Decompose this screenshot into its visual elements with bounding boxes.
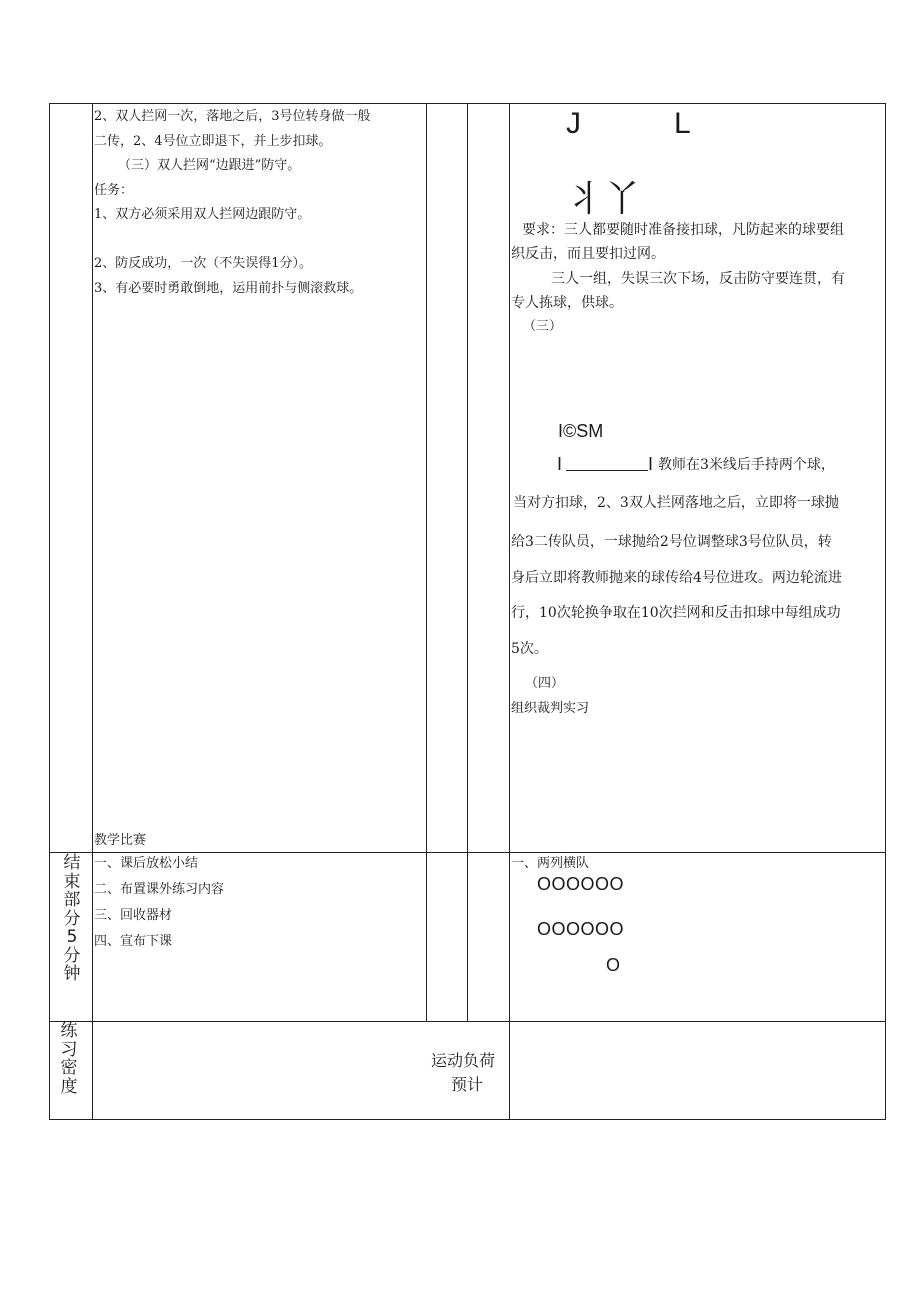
drill-paragraph-line: 给3二传队员，一球抛给2号位调整球3号位队员，转 <box>511 534 832 550</box>
section-four-label: （四） <box>525 676 565 691</box>
requirement-line: 三人一组，失误三次下场，反击防守要连贯，有 <box>551 271 845 287</box>
ending-item: 一、课后放松小结 <box>94 856 199 871</box>
exercise-load-label: 运动负荷 <box>431 1051 496 1070</box>
col-divider-4 <box>509 103 510 1120</box>
content-line: 2、双人拦网一次，落地之后，3号位转身做一般 <box>94 109 371 124</box>
table-left-border <box>49 103 50 1120</box>
content-line: 3、有必要时勇敢倒地，运用前扑与侧滚救球。 <box>94 281 363 296</box>
drill-paragraph-line: 当对方扣球，2、3双人拦网落地之后，立即将一球抛 <box>513 495 839 511</box>
teaching-match-label: 教学比赛 <box>94 833 147 848</box>
col-divider-3 <box>467 103 468 1021</box>
teacher-instruction: 教师在3米线后手持两个球， <box>658 457 835 473</box>
content-line: 1、双方必须采用双人拦网边跟防守。 <box>94 207 311 222</box>
drill-paragraph-line: 行，10次轮换争取在10次拦网和反击扣球中每组成功 <box>511 605 841 621</box>
content-line: 二传，2、4号位立即退下，并上步扣球。 <box>94 134 332 149</box>
table-right-border <box>885 103 886 1120</box>
requirement-line: 专人拣球，供球。 <box>511 295 623 311</box>
drill-paragraph-line: 身后立即将教师抛来的球传给4号位进攻。两边轮流进 <box>511 570 842 586</box>
col-divider-2 <box>426 103 427 1021</box>
table-bottom-border <box>49 1119 886 1120</box>
section-three-label: （三） <box>523 319 563 334</box>
ending-item: 三、回收器材 <box>94 908 173 923</box>
ending-item: 二、布置课外练习内容 <box>94 882 225 897</box>
blank-underline <box>566 470 648 471</box>
referee-practice: 组织裁判实习 <box>511 701 590 716</box>
formation-teacher: O <box>606 955 621 975</box>
diagram-letter-j: J <box>566 107 581 140</box>
requirement-line: 要求：三人都要随时准备接扣球，凡防起来的球要组 <box>522 222 844 238</box>
ending-section-label: 结束部分5分钟 <box>63 853 81 984</box>
drill-paragraph-line: 5次。 <box>511 641 548 657</box>
exercise-load-estimate: 预计 <box>451 1075 484 1094</box>
row-divider-density <box>49 1021 886 1022</box>
diagram-icsm-label: I©SM <box>558 421 604 441</box>
col-divider-1 <box>92 103 93 1120</box>
practice-density-label: 练习密度 <box>60 1021 78 1097</box>
formation-row-2: OOOOOO <box>537 919 625 939</box>
content-line: （三）双人拦网“边跟进”防守。 <box>118 158 301 173</box>
diagram-letter-l: L <box>674 107 691 140</box>
requirement-line: 织反击，而且要扣过网。 <box>511 246 665 262</box>
diagram-glyph: 丬丫 <box>566 179 643 220</box>
ending-item: 四、宣布下课 <box>94 934 173 949</box>
formation-title: 一、两列横队 <box>511 856 590 871</box>
content-line: 任务： <box>94 183 134 198</box>
content-line: 2、防反成功，一次（不失误得1分）。 <box>94 256 313 271</box>
bar-left-mark: I <box>557 454 563 474</box>
bar-right-mark: I <box>648 454 654 474</box>
formation-row-1: OOOOOO <box>537 874 625 894</box>
